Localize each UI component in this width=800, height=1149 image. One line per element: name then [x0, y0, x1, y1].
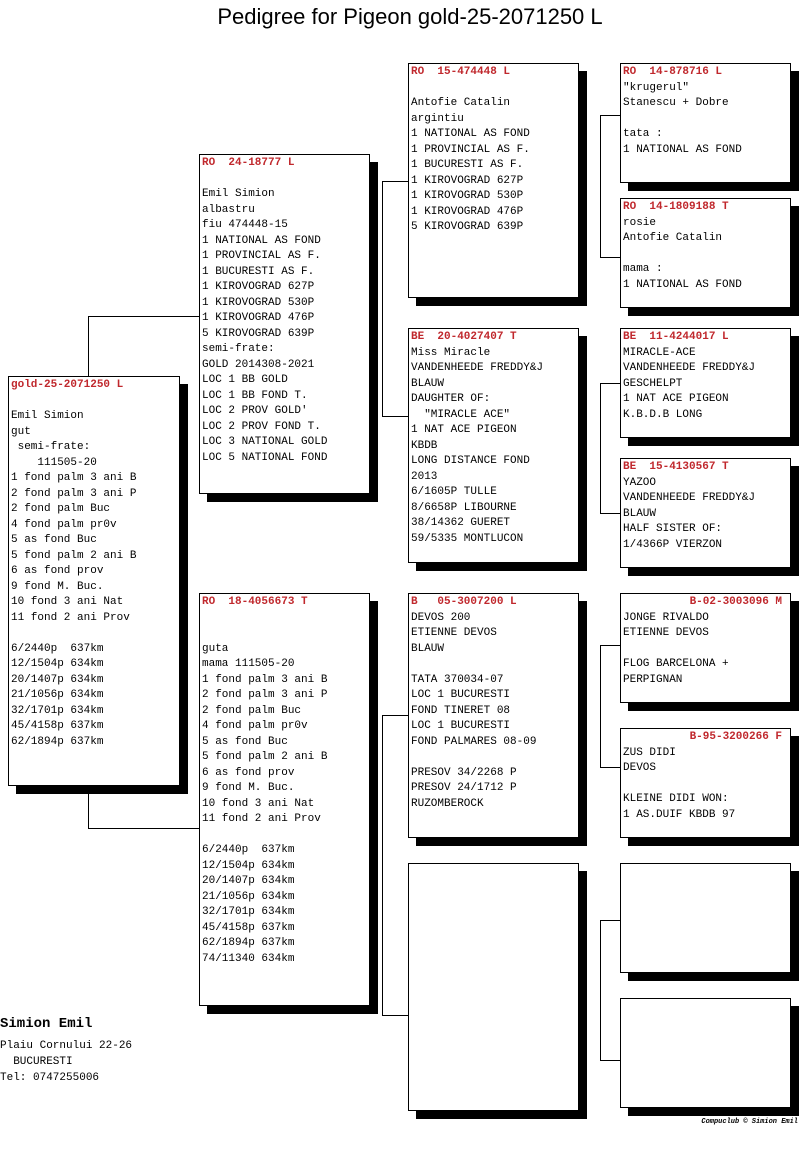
ring-number: RO 15-474448 L — [411, 66, 511, 78]
pedigree-line: 11 fond 2 ani Prov — [11, 611, 130, 624]
pedigree-line: 5 fond palm 2 ani B — [202, 751, 328, 763]
pedigree-line: 1 PROVINCIAL AS F. — [411, 143, 530, 156]
granddam-maternal-card[interactable] — [408, 863, 579, 1111]
pedigree-line: FOND PALMARES 08-09 — [411, 735, 537, 748]
pedigree-line: FLOG BARCELONA + — [623, 658, 729, 670]
owner-city: BUCURESTI — [0, 1056, 73, 1068]
pedigree-line: 1 NATIONAL AS FOND — [202, 234, 321, 247]
pedigree-line — [202, 172, 367, 188]
pedigree-line: DEVOS — [623, 762, 657, 774]
pedigree-line: 62/1894p 637km — [11, 735, 104, 748]
pedigree-line: 1 KIROVOGRAD 476P — [202, 312, 315, 324]
pedigree-line: 4 fond palm pr0v — [11, 518, 117, 531]
pedigree-line: 45/4158p 637km — [11, 720, 104, 732]
connector — [382, 1015, 408, 1016]
pedigree-line: KLEINE DIDI WON: — [623, 793, 729, 805]
connector — [600, 920, 620, 921]
pedigree-line: gut — [11, 425, 31, 438]
pedigree-line: 21/1056p 634km — [11, 689, 104, 701]
connector — [600, 257, 620, 258]
pedigree-line: semi-frate: — [11, 441, 91, 453]
pedigree-line: ETIENNE DEVOS — [411, 627, 497, 639]
pedigree-line: rosie — [623, 216, 657, 229]
connector — [382, 181, 383, 416]
pedigree-line: 2 fond palm 3 ani P — [11, 487, 137, 500]
pedigree-line: 6/1605P TULLE — [411, 486, 497, 498]
pedigree-line: 1 KIROVOGRAD 530P — [202, 296, 315, 309]
pedigree-line: 1 BUCURESTI AS F. — [411, 159, 524, 171]
pedigree-line: K.B.D.B LONG — [623, 408, 703, 421]
pedigree-line: 1 KIROVOGRAD 530P — [411, 190, 524, 202]
connector — [382, 715, 383, 1015]
pedigree-line — [411, 657, 576, 673]
pedigree-line: 12/1504p 634km — [11, 658, 104, 670]
pedigree-line — [623, 112, 788, 128]
pedigree-line: 4 fond palm pr0v — [202, 720, 308, 732]
pedigree-line: LOC 1 BB GOLD — [202, 374, 288, 386]
pedigree-line: HALF SISTER OF: — [623, 523, 723, 535]
great-grandparent-card[interactable] — [620, 328, 791, 438]
pedigree-line: mama : — [623, 263, 663, 275]
grandsire-maternal-card[interactable] — [408, 593, 579, 838]
pedigree-line — [411, 81, 576, 97]
pedigree-line: 1 fond palm 3 ani B — [202, 673, 328, 686]
pedigree-line: Emil Simion — [11, 410, 84, 422]
pedigree-line: VANDENHEEDE FREDDY&J — [411, 362, 544, 374]
pedigree-line: BLAUW — [411, 377, 445, 390]
pedigree-line: 20/1407p 634km — [11, 673, 104, 686]
ring-number: B 05-3007200 L — [411, 596, 517, 608]
pedigree-line: YAZOO — [623, 476, 657, 489]
ring-number: B-95-3200266 F — [689, 731, 782, 743]
pedigree-line: DEVOS 200 — [411, 611, 471, 624]
ring-number: RO 14-1809188 T — [623, 201, 729, 213]
pedigree-line: BLAUW — [623, 507, 657, 520]
pedigree-line: 2 fond palm Buc — [202, 704, 302, 717]
great-grandparent-card[interactable] — [620, 998, 791, 1108]
pedigree-line: DAUGHTER OF: — [411, 393, 491, 405]
connector — [600, 115, 601, 257]
owner-block — [0, 1014, 132, 1086]
connector — [600, 383, 601, 513]
pedigree-line — [11, 394, 177, 410]
pedigree-line: MIRACLE-ACE — [623, 346, 696, 359]
pedigree-line: 20/1407p 634km — [202, 875, 295, 887]
pedigree-line: ZUS DIDI — [623, 746, 676, 759]
subject-pigeon-card[interactable] — [8, 376, 180, 786]
pedigree-line: 1 NATIONAL AS FOND — [411, 128, 530, 140]
pedigree-line — [202, 611, 367, 627]
connector — [382, 181, 408, 182]
pedigree-line: 10 fond 3 ani Nat — [11, 596, 124, 608]
ring-number: BE 11-4244017 L — [623, 331, 729, 343]
pedigree-line: tata : — [623, 128, 663, 140]
owner-name: Simion Emil — [0, 1016, 93, 1032]
granddam-paternal-card[interactable] — [408, 328, 579, 563]
connector — [600, 920, 601, 1060]
pedigree-line: 2 fond palm Buc — [11, 503, 111, 515]
pedigree-line: LOC 1 BUCURESTI — [411, 720, 511, 732]
connector — [600, 513, 620, 514]
pedigree-line: 1 NAT ACE PIGEON — [411, 424, 517, 436]
pedigree-line — [623, 777, 788, 793]
pedigree-line: LOC 1 BB FOND T. — [202, 389, 308, 402]
connector — [382, 416, 408, 417]
pedigree-line — [623, 247, 788, 263]
pedigree-line: 5 fond palm 2 ani B — [11, 549, 137, 562]
pedigree-line: LOC 2 PROV GOLD' — [202, 405, 308, 417]
pedigree-line: 2013 — [411, 470, 438, 483]
ring-number: RO 24-18777 L — [202, 157, 295, 169]
connector — [88, 828, 200, 829]
pedigree-line: Stanescu + Dobre — [623, 97, 729, 109]
pedigree-line — [11, 626, 177, 642]
owner-address: Plaiu Cornului 22-26 — [0, 1040, 133, 1052]
pedigree-line: LOC 3 NATIONAL GOLD — [202, 436, 328, 448]
pedigree-line: Antofie Catalin — [411, 97, 511, 109]
pedigree-line: LOC 2 PROV FOND T. — [202, 420, 321, 433]
pedigree-line: fiu 474448-15 — [202, 219, 288, 231]
pedigree-line: PRESOV 24/1712 P — [411, 782, 517, 794]
pedigree-line: 45/4158p 637km — [202, 921, 295, 934]
page-title: Pedigree for Pigeon gold-25-2071250 L — [217, 4, 603, 29]
dam-card[interactable] — [199, 593, 370, 1006]
pedigree-line: 74/11340 634km — [202, 952, 295, 965]
footer-credit: Compuclub © Simion Emil — [701, 1118, 798, 1126]
pedigree-line: 1 fond palm 3 ani B — [11, 472, 137, 484]
pedigree-line: 1 KIROVOGRAD 627P — [411, 174, 524, 187]
ring-number: B-02-3003096 M — [689, 596, 782, 608]
pedigree-line: semi-frate: — [202, 343, 275, 355]
pedigree-line: 21/1056p 634km — [202, 890, 295, 903]
pedigree-line: GESCHELPT — [623, 377, 683, 390]
pedigree-line: mama 111505-20 — [202, 658, 295, 670]
ring-number: RO 18-4056673 T — [202, 596, 308, 608]
ring-number: BE 15-4130567 T — [623, 461, 729, 473]
great-grandparent-card[interactable] — [620, 593, 791, 703]
pedigree-line: 6 as fond prov — [202, 766, 295, 779]
connector — [600, 645, 620, 646]
pedigree-line: PRESOV 34/2268 P — [411, 766, 517, 779]
connector — [600, 1060, 620, 1061]
pedigree-line: 1 NATIONAL AS FOND — [623, 278, 742, 291]
great-grandparent-card[interactable] — [620, 198, 791, 308]
pedigree-line: 6/2440p 637km — [202, 844, 295, 856]
pedigree-line: 6/2440p 637km — [11, 642, 104, 655]
connector — [600, 645, 601, 767]
connector — [382, 715, 408, 716]
pedigree-line: 1 NATIONAL AS FOND — [623, 143, 742, 156]
pedigree-line: BLAUW — [411, 642, 445, 655]
pedigree-line: 6 as fond prov — [11, 565, 104, 577]
pedigree-line — [411, 750, 576, 766]
pedigree-line: 9 fond M. Buc. — [11, 580, 104, 593]
owner-phone: Tel: 0747255006 — [0, 1072, 100, 1084]
pedigree-line: 8/6658P LIBOURNE — [411, 501, 517, 514]
pedigree-line: 11 fond 2 ani Prov — [202, 813, 321, 825]
connector — [600, 115, 620, 116]
pedigree-line: 2 fond palm 3 ani P — [202, 689, 328, 701]
pedigree-line — [202, 828, 367, 844]
pedigree-line: "MIRACLE ACE" — [411, 408, 511, 421]
pedigree-line: 1 PROVINCIAL AS F. — [202, 250, 321, 262]
pedigree-line: 5 as fond Buc — [202, 735, 288, 748]
ring-number: RO 14-878716 L — [623, 66, 723, 78]
great-grandparent-card[interactable] — [620, 863, 791, 973]
pedigree-line — [623, 642, 788, 658]
pedigree-line: 38/14362 GUERET — [411, 517, 511, 529]
pedigree-line: 1 KIROVOGRAD 476P — [411, 205, 524, 218]
pedigree-line: LOC 1 BUCURESTI — [411, 689, 511, 701]
pedigree-line: 1 NAT ACE PIGEON — [623, 393, 729, 405]
pedigree-line: 10 fond 3 ani Nat — [202, 797, 315, 810]
pedigree-line: 9 fond M. Buc. — [202, 782, 295, 794]
great-grandparent-card[interactable] — [620, 728, 791, 838]
pedigree-line: 62/1894p 637km — [202, 937, 295, 949]
pedigree-line: "krugerul" — [623, 81, 690, 94]
pedigree-line — [202, 626, 367, 642]
pedigree-line: 1 BUCURESTI AS F. — [202, 265, 315, 278]
pedigree-line: 12/1504p 634km — [202, 859, 295, 872]
connector — [600, 767, 620, 768]
pedigree-line: argintiu — [411, 112, 464, 125]
grandsire-paternal-card[interactable] — [408, 63, 579, 298]
pedigree-line: 32/1701p 634km — [202, 906, 295, 918]
pedigree-line: VANDENHEEDE FREDDY&J — [623, 362, 756, 374]
pedigree-line: 1/4366P VIERZON — [623, 538, 723, 551]
pedigree-line: 5 as fond Buc — [11, 534, 97, 546]
pedigree-line: albastru — [202, 203, 255, 216]
pedigree-line: 111505-20 — [11, 456, 97, 469]
ring-number: gold-25-2071250 L — [11, 379, 124, 391]
pedigree-line: Antofie Catalin — [623, 232, 723, 244]
sire-card[interactable] — [199, 154, 370, 494]
great-grandparent-card[interactable] — [620, 63, 791, 183]
pedigree-line: VANDENHEEDE FREDDY&J — [623, 492, 756, 504]
pedigree-line: JONGE RIVALDO — [623, 611, 709, 624]
connector — [600, 383, 620, 384]
pedigree-line: LOC 5 NATIONAL FOND — [202, 451, 328, 464]
pedigree-line: RUZOMBEROCK — [411, 797, 484, 810]
pedigree-line: Miss Miracle — [411, 346, 491, 359]
pedigree-line: 1 AS.DUIF KBDB 97 — [623, 808, 736, 821]
pedigree-line: ETIENNE DEVOS — [623, 627, 709, 639]
pedigree-line: 32/1701p 634km — [11, 704, 104, 717]
pedigree-line: KBDB — [411, 439, 438, 452]
pedigree-line: Emil Simion — [202, 188, 275, 200]
connector — [88, 316, 200, 317]
pedigree-line: FOND TINERET 08 — [411, 704, 511, 717]
pedigree-line: 5 KIROVOGRAD 639P — [202, 327, 315, 340]
pedigree-line: TATA 370034-07 — [411, 673, 504, 686]
pedigree-line: 5 KIROVOGRAD 639P — [411, 221, 524, 233]
pedigree-line: GOLD 2014308-2021 — [202, 358, 315, 371]
pedigree-line: guta — [202, 642, 229, 655]
pedigree-line: PERPIGNAN — [623, 673, 683, 686]
pedigree-line: 59/5335 MONTLUCON — [411, 532, 524, 545]
pedigree-line: LONG DISTANCE FOND — [411, 455, 530, 467]
ring-number: BE 20-4027407 T — [411, 331, 517, 343]
great-grandparent-card[interactable] — [620, 458, 791, 568]
pedigree-line: 1 KIROVOGRAD 627P — [202, 281, 315, 293]
